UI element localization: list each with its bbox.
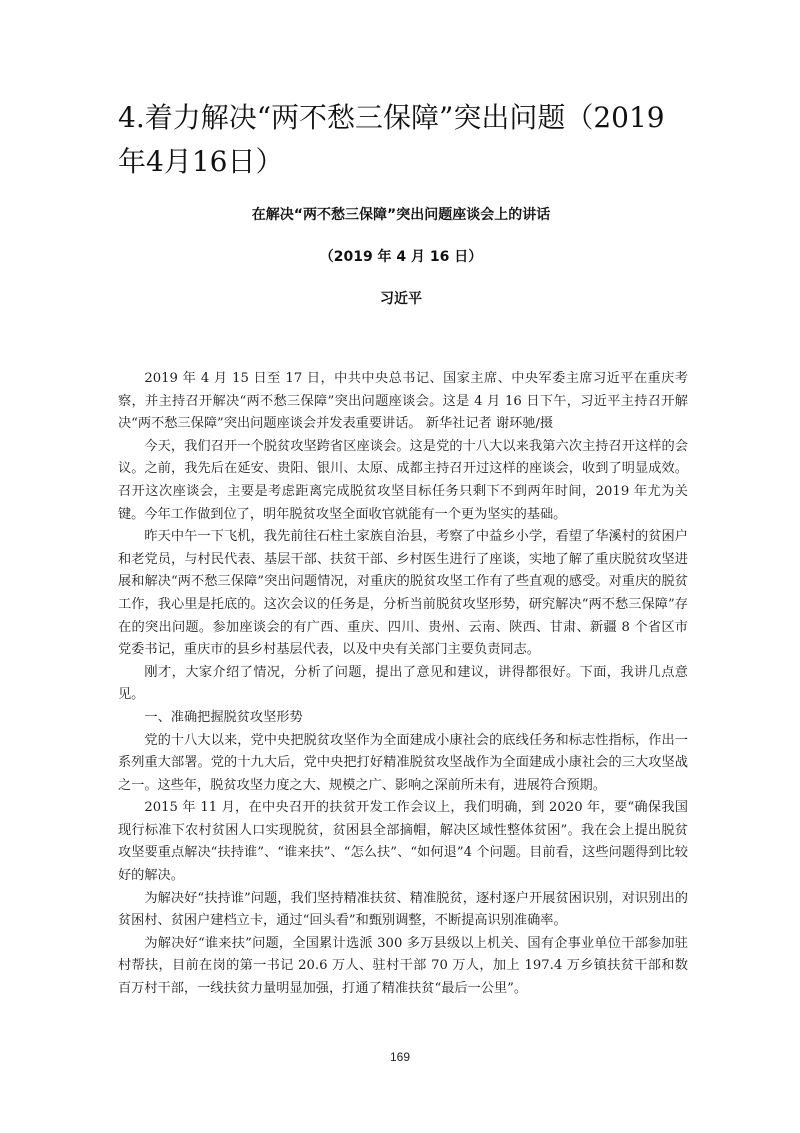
author-name: 习近平	[380, 291, 422, 307]
chapter-title: 4.着力解决“两不愁三保障”突出问题（2019年4月16日）	[118, 101, 665, 178]
photo-caption-paragraph: 2019 年 4 月 15 日至 17 日，中共中央总书记、国家主席、中央军委主席习近平在重庆考察，并主持召开解决“两不愁三保障”突出问题座谈会。这是 4 月 16 日下午，习近平主持召开解决“两不愁三保障”突出问题座谈会并发表重要讲话。 新华社记者 谢环驰/摄	[118, 371, 688, 432]
page-number: 169	[389, 1050, 411, 1064]
body-paragraph: 为解决好“扶持谁”问题，我们坚持精准扶贫、精准脱贫，逐村逐户开展贫困识别，对识别出的贫困村、贫困户建档立卡，通过“回头看”和甄别调整，不断提高识别准确率。	[118, 890, 688, 929]
body-paragraph: 昨天中午一下飞机，我先前往石柱土家族自治县，考察了中益乡小学，看望了华溪村的贫困户和老党员，与村民代表、基层干部、扶贫干部、乡村医生进行了座谈，实地了解了重庆脱贫攻坚进展和解决“两不愁三保障”突出问题情况，对重庆的脱贫攻坚工作有了些直观的感受。对重庆的脱贫工作，我心里是托底的。这次会议的任务是，分析当前脱贫攻坚形势，研究解决“两不愁三保障”存在的突出问题。参加座谈会的有广西、重庆、四川、贵州、云南、陕西、甘肃、新疆 8 个省区市党委书记，重庆市的县乡村基层代表，以及中央有关部门主要负责同志。	[118, 529, 688, 658]
section-heading: 一、准确把握脱贫攻坚形势	[144, 709, 303, 725]
body-text	[118, 368, 688, 1001]
body-paragraph: 刚才，大家介绍了情况，分析了问题，提出了意见和建议，讲得都很好。下面，我讲几点意见。	[118, 664, 688, 703]
body-paragraph: 今天，我们召开一个脱贫攻坚跨省区座谈会。这是党的十八大以来我第六次主持召开这样的会议。之前，我先后在延安、贵阳、银川、太原、成都主持召开过这样的座谈会，收到了明显成效。召开这次座谈会，主要是考虑距离完成脱贫攻坚目标任务只剩下不到两年时间，2019 年尤为关键。今年工作做到位了，明年脱贫攻坚全面收官就能有一个更为坚实的基础。	[118, 438, 688, 522]
body-paragraph: 2015 年 11 月，在中央召开的扶贫开发工作会议上，我们明确，到 2020 年，要“确保我国现行标准下农村贫困人口实现脱贫，贫困县全部摘帽，解决区域性整体贫困”。我在会上提出脱贫攻坚要重点解决“扶持谁”、“谁来扶”、“怎么扶”、“如何退”4 个问题。目前看，这些问题得到比较好的解决。	[118, 800, 688, 884]
body-paragraph: 党的十八大以来，党中央把脱贫攻坚作为全面建成小康社会的底线任务和标志性指标，作出一系列重大部署。党的十九大后，党中央把打好精准脱贫攻坚战作为全面建成小康社会的三大攻坚战之一。这些年，脱贫攻坚力度之大、规模之广、影响之深前所未有，进展符合预期。	[118, 732, 688, 793]
speech-title: 在解决“两不愁三保障”突出问题座谈会上的讲话	[251, 207, 551, 223]
speech-date: （2019 年 4 月 16 日）	[319, 249, 483, 265]
body-paragraph: 为解决好“谁来扶”问题，全国累计选派 300 多万县级以上机关、国有企事业单位干部参加驻村帮扶，目前在岗的第一书记 20.6 万人、驻村干部 70 万人，加上 197.4 万乡镇扶贫干部和数百万村干部，一线扶贫力量明显加强，打通了精准扶贫“最后一公里”。	[118, 935, 688, 997]
